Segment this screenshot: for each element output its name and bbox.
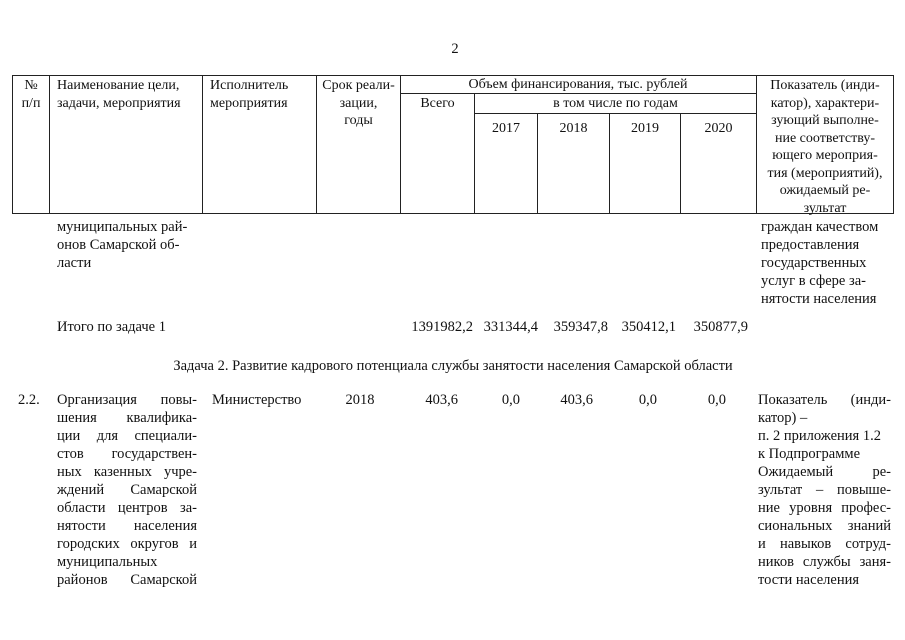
text-line: муниципальных (57, 554, 158, 570)
text-line: шения квалифика- (57, 410, 197, 426)
header-year-2018: 2018 (559, 121, 588, 136)
text-line: услуг в сфере за- (761, 273, 866, 289)
row-2-2-executor: Министерство (212, 392, 302, 408)
header-indicator-line: зультат (803, 200, 847, 216)
text-line: тости населения (758, 572, 860, 588)
header-indicator-line: ожидаемый ре- (779, 183, 871, 198)
row-2-2-indicator (758, 391, 891, 589)
header-executor (210, 77, 316, 112)
text-line: стов государствен- (57, 446, 197, 462)
text-line: ждений Самарской (57, 482, 197, 498)
header-by-years: в том числе по годам (553, 96, 678, 111)
header-funding: Объем финансирования, тыс. рублей (468, 77, 688, 92)
total-task1-label: Итого по задаче 1 (57, 319, 166, 335)
total-task1-2019: 350412,1 (621, 319, 676, 335)
row-2-2-2018: 403,6 (560, 392, 593, 408)
header-term-line: зации, (339, 95, 378, 111)
text-line: зультат – повыше- (758, 482, 891, 498)
header-name-line: Наименование цели, (57, 78, 180, 93)
header-term (317, 77, 400, 130)
col-border (202, 75, 203, 214)
text-line: ласти (57, 255, 92, 271)
row-2-2-2019: 0,0 (638, 392, 657, 408)
header-indicator-line: тия (мероприятий), (767, 165, 883, 181)
text-line: предоставления (761, 237, 860, 253)
header-total: Всего (420, 96, 455, 111)
text-line: Ожидаемый ре- (758, 464, 891, 480)
continued-row-indicator (761, 218, 891, 308)
total-task1-2017: 331344,4 (483, 319, 538, 335)
total-task1-sum: 1391982,2 (411, 319, 473, 335)
header-executor-line: мероприятия (210, 95, 288, 111)
header-term-line: Срок реали- (322, 78, 395, 93)
row-2-2-term: 2018 (345, 392, 375, 408)
text-line: области центров за- (57, 500, 197, 516)
text-line: нятости населения (57, 518, 197, 534)
header-indicator-line: катор), характери- (770, 95, 880, 111)
task2-heading: Задача 2. Развитие кадрового потенциала службы занятости населения Самарской области (173, 358, 733, 374)
text-line: городских округов и (57, 536, 197, 552)
header-year-2020: 2020 (704, 121, 733, 136)
header-num (13, 77, 49, 112)
text-line: ников службы заня- (758, 554, 891, 570)
page-number: 2 (451, 41, 459, 57)
text-line: нятости населения (761, 291, 877, 307)
text-line: Организация повы- (57, 392, 197, 408)
row-2-2-2020: 0,0 (707, 392, 726, 408)
continued-row-name (57, 218, 202, 272)
text-line: ции для специали- (57, 428, 197, 444)
text-line: и навыков сотруд- (758, 536, 891, 552)
col-border (49, 75, 50, 214)
header-indicator-line: зующий выполне- (771, 113, 879, 128)
row-2-2-2017: 0,0 (501, 392, 520, 408)
row-2-2-name (57, 391, 197, 589)
text-line: ных казенных учре- (57, 464, 197, 480)
header-year-2019: 2019 (631, 121, 659, 136)
text-line: районов Самарской (57, 572, 197, 588)
text-line: катор) – (758, 410, 808, 426)
header-name (57, 77, 202, 112)
header-indicator-line: Показатель (инди- (770, 78, 880, 93)
text-line: Показатель (инди- (758, 392, 891, 408)
total-task1-2020: 350877,9 (693, 319, 748, 335)
header-indicator-line: ющего мероприя- (772, 148, 878, 163)
total-task1-2018: 359347,8 (553, 319, 608, 335)
header-name-line: задачи, мероприятия (57, 95, 181, 111)
row-2-2-num: 2.2. (18, 392, 40, 408)
header-num-line: № (24, 78, 38, 93)
header-executor-line: Исполнитель (210, 78, 289, 93)
text-line: ние уровня профес- (758, 500, 891, 516)
text-line: государственных (761, 255, 867, 271)
header-indicator (757, 77, 893, 217)
years-subheader-line (474, 113, 756, 114)
row-2-2-total: 403,6 (425, 392, 458, 408)
text-line: сиональных знаний (758, 518, 891, 534)
text-line: к Подпрограмме (758, 446, 861, 462)
header-term-line: годы (344, 113, 373, 128)
header-year-2017: 2017 (492, 121, 520, 136)
col-border (893, 75, 894, 214)
text-line: муниципальных рай- (57, 219, 188, 235)
text-line: граждан качеством (761, 219, 879, 235)
header-indicator-line: ние соответству- (774, 130, 875, 146)
text-line: п. 2 приложения 1.2 (758, 428, 881, 444)
text-line: онов Самарской об- (57, 237, 180, 253)
header-num-line: п/п (21, 95, 41, 111)
